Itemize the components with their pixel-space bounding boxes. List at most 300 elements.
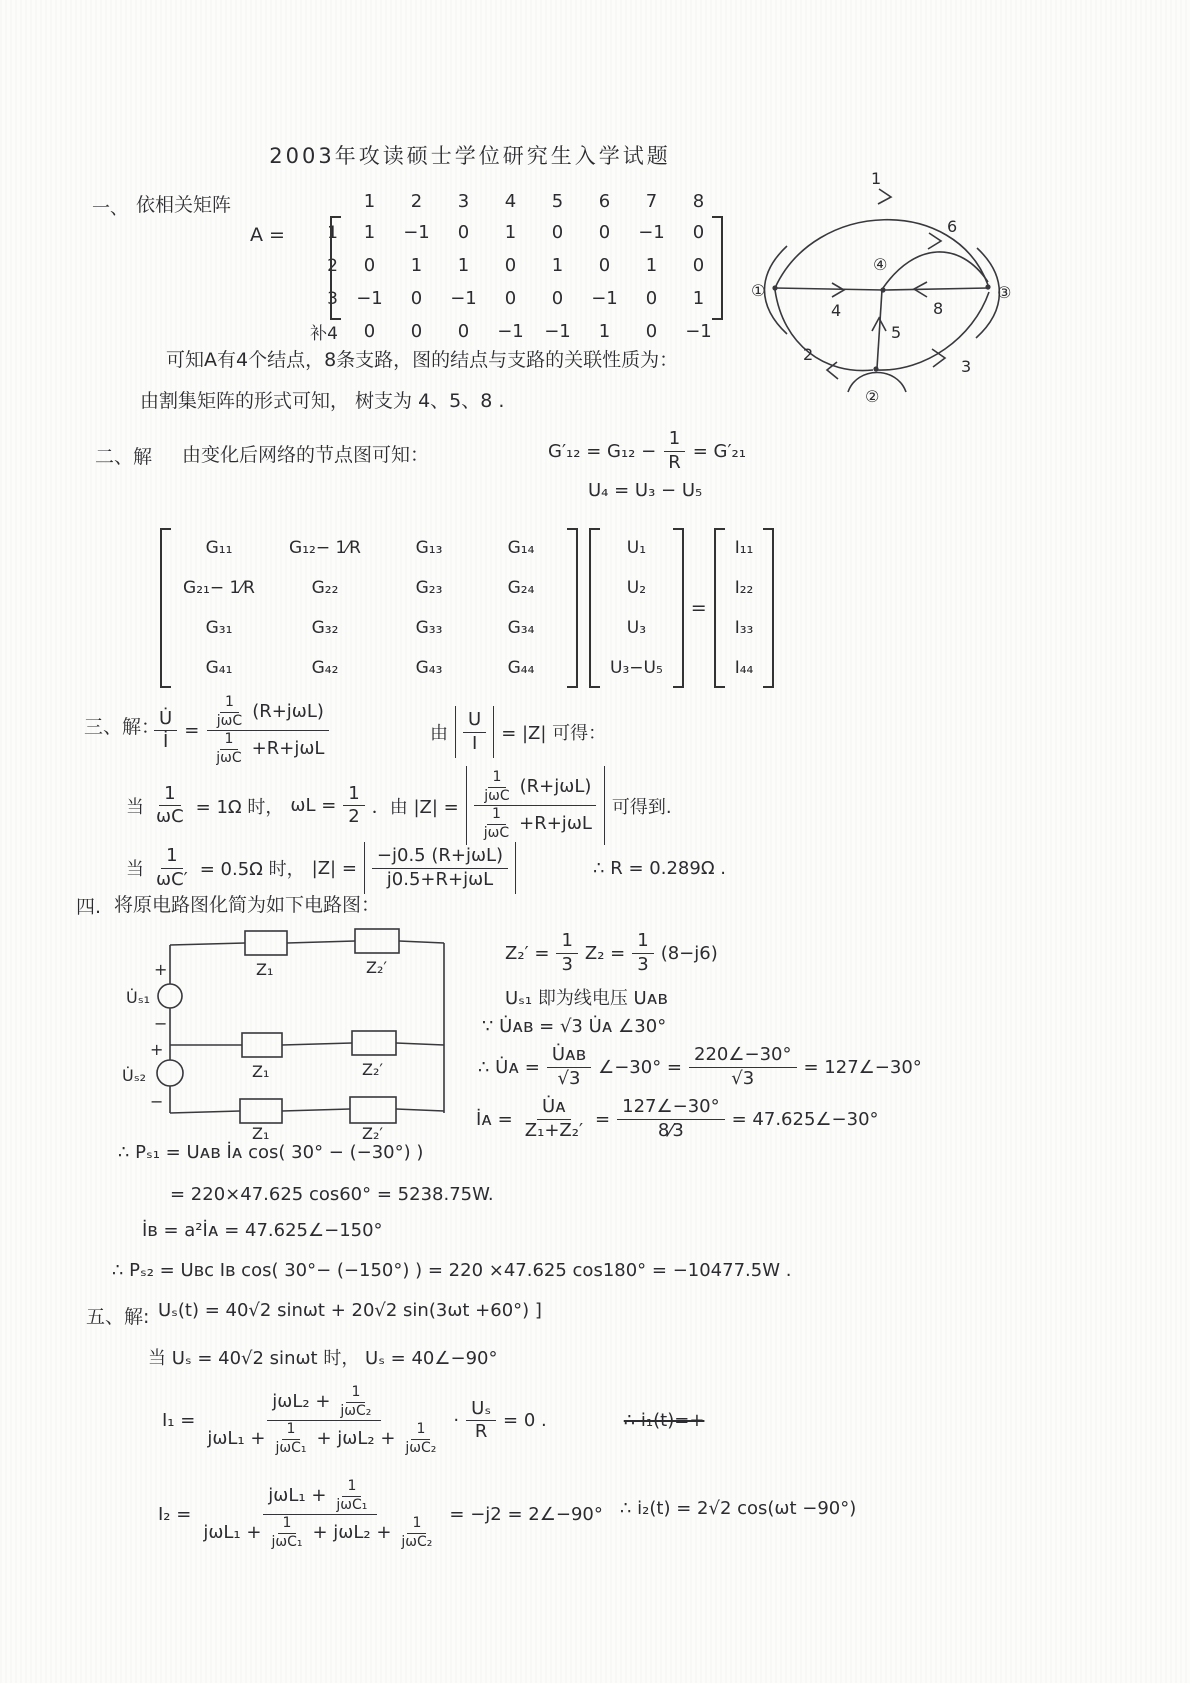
s3-impedance-eq (154, 694, 329, 767)
num: 1 (278, 1515, 297, 1534)
node-label-bottom: ② (865, 387, 880, 406)
impedance-box-z1-mid (242, 1033, 282, 1057)
eq-text: = 0.5Ω 时， (199, 859, 305, 880)
matrix-col-header: 1 (363, 190, 376, 212)
edge-label-4: 4 (831, 301, 842, 320)
matrix-cell: 0 (410, 321, 423, 342)
matrix-cell: 0 (363, 255, 376, 276)
den: jωC (484, 787, 510, 804)
matrix-header-row (298, 186, 722, 216)
g-matrix-cell: G₃₁ (205, 618, 233, 638)
node-label-left: ① (751, 281, 766, 300)
impedance-box-z1-top (245, 931, 287, 955)
matrix-cell: 1 (645, 255, 658, 276)
den: jωC₁ (336, 1496, 368, 1513)
den: 2 (348, 806, 360, 827)
eq-node-voltage: U₄ = U₃ − U₅ (588, 480, 703, 501)
eq-text: = 127∠−30° (803, 1056, 922, 1078)
matrix-cell: 1 (457, 255, 470, 276)
g-matrix-cell: G₂₂ (311, 578, 339, 598)
i-vector (714, 528, 775, 688)
big-fraction (206, 694, 329, 767)
z2-label: Z₂′ (366, 958, 388, 977)
eq-text: 可得到. (611, 796, 672, 818)
matrix-cell: 1 (692, 288, 705, 309)
wire (282, 1043, 352, 1045)
num: 1 (632, 930, 653, 954)
matrix-right-bracket (712, 216, 723, 320)
u-vector-entry: U₃−U₅ (610, 658, 663, 678)
g-matrix-cell: G₄₂ (311, 658, 339, 678)
big-fraction (202, 1384, 446, 1457)
cells (346, 288, 722, 309)
source-2-plus: + (150, 1040, 164, 1059)
num: 127∠−30° (617, 1096, 724, 1120)
matrix-cell: 0 (645, 288, 658, 309)
eq-text: = |Z| 可得： (501, 723, 607, 744)
fraction (479, 769, 514, 805)
num: 1 (346, 1384, 365, 1403)
source-2-circle (157, 1060, 183, 1086)
conclusion-r: ∴ R = 0.289Ω . (593, 857, 727, 879)
bracket-left (160, 528, 171, 688)
eq-text: jωL₁ + (203, 1521, 262, 1543)
page-title: 2003年攻读硕士学位研究生入学试题 (269, 144, 671, 168)
section-1-label: 一、 (92, 198, 128, 219)
den: √3 (731, 1067, 755, 1089)
g-matrix-cell: G₄₃ (415, 658, 443, 678)
fraction (547, 1044, 591, 1090)
fraction (632, 930, 653, 976)
section-1-note-1: 可知A有4个结点，8条支路，图的结点与支路的关联性质为： (166, 349, 679, 371)
matrix-cell: 0 (692, 222, 705, 243)
fraction (396, 1515, 437, 1551)
g-matrix-cell: G₄₄ (507, 658, 535, 678)
num: 1 (487, 806, 506, 825)
eq-text: = (595, 1108, 611, 1130)
s4-eq-line-voltage: Uₛ₁ 即为线电压 Uᴀʙ (505, 988, 668, 1009)
fraction (617, 1096, 724, 1142)
matrix-row (298, 216, 722, 249)
num: Uₛ (466, 1398, 496, 1422)
wire (287, 941, 355, 943)
z2-label: Z₂′ (362, 1060, 384, 1079)
eq-text: Z₂′ = (505, 942, 550, 964)
matrix-col-header: 2 (410, 190, 423, 212)
abs-value (466, 766, 605, 845)
num: U̇ (154, 708, 177, 732)
eq-text: |Z| = (311, 857, 357, 879)
den: 3 (637, 953, 649, 975)
matrix-col-header: 4 (504, 190, 517, 212)
eq-text: I₁ = (162, 1410, 196, 1431)
edge-label-5: 5 (891, 323, 902, 342)
z1-label: Z₁ (252, 1124, 270, 1143)
g-matrix-cell: G₁₃ (415, 538, 443, 558)
den: ωC′ (156, 868, 188, 890)
equals-sign: = (184, 720, 200, 741)
fraction (556, 930, 577, 976)
den: jωC₁ (275, 1439, 307, 1456)
eq-text: jωL₁ + (207, 1427, 266, 1449)
den: jωC (216, 749, 242, 766)
equals-sign: = (690, 597, 707, 619)
eq-text: G′₁₂ = G₁₂ − (548, 440, 657, 462)
u-vector-entry: U₃ (626, 618, 647, 638)
den (206, 731, 329, 767)
node-label-center: ④ (873, 255, 888, 274)
struck-out-text: ∴ i₁(t)=+ (623, 1410, 705, 1431)
fraction (154, 708, 177, 754)
node-label-right: ③ (997, 283, 1012, 302)
i-vector-entry: I₃₃ (734, 618, 754, 638)
fraction (343, 783, 364, 829)
fraction (372, 845, 508, 891)
vcol (725, 528, 764, 688)
bracket-left (589, 528, 600, 688)
fraction (466, 1398, 496, 1444)
cells (346, 321, 722, 342)
num: 1 (407, 1515, 426, 1534)
den: jωC₂ (401, 1533, 433, 1550)
matrix-a-name: A = (250, 224, 285, 246)
eq-text: İᴀ = (476, 1108, 513, 1130)
node-dot (873, 366, 878, 371)
bracket-right (763, 528, 774, 688)
matrix-cell: 0 (457, 321, 470, 342)
gmrow (171, 568, 567, 608)
eq-text: = 1Ω 时， (195, 796, 284, 818)
section-4-label: 四. (76, 896, 102, 918)
eq-conductance (548, 428, 746, 474)
eq-text: ∴ U̇ᴀ = (478, 1056, 540, 1078)
num (263, 1478, 377, 1515)
matrix-cell: −1 (450, 288, 477, 309)
den (474, 806, 597, 842)
s5-eq-i2 (158, 1478, 603, 1551)
num: 1 (161, 845, 182, 869)
g-matrix-cell: G₃₂ (311, 618, 339, 638)
node-dot (985, 284, 990, 289)
section-2-label: 二、解 (95, 446, 153, 468)
fraction (266, 1515, 307, 1551)
num (207, 694, 329, 731)
matrix-cell: 0 (504, 255, 517, 276)
eq-text: = G′₂₁ (692, 440, 746, 462)
matrix-row (298, 249, 722, 282)
matrix-cell: −1 (591, 288, 618, 309)
eq-text: jωL₂ + (272, 1390, 331, 1412)
fraction (331, 1478, 372, 1514)
eq-text: 由 (430, 723, 448, 744)
fraction (663, 428, 686, 474)
den: R (474, 1421, 488, 1442)
matrix-cell: 1 (504, 222, 517, 243)
s5-eq-us: Uₛ(t) = 40√2 sinωt + 20√2 sin(3ωt +60°) ] (158, 1300, 542, 1321)
matrix-left-bracket (330, 216, 341, 320)
g-matrix-cell: G₂₁− 1⁄R (183, 578, 255, 598)
den: Z₁+Z₂′ (524, 1119, 584, 1141)
source-1-plus: + (154, 960, 168, 979)
edge-label-8: 8 (933, 299, 944, 318)
num: 1 (220, 694, 239, 713)
edge-label-6: 6 (947, 217, 958, 236)
source-2-label: U̇ₛ₂ (122, 1066, 147, 1085)
s4-eq-ps1: ∴ Pₛ₁ = Uᴀʙ İᴀ cos( 30° − (−30°) ) (118, 1142, 424, 1163)
eq-text: +R+jωL (519, 812, 592, 834)
simplified-circuit-diagram (112, 925, 462, 1143)
rlab: 1 (327, 222, 338, 243)
vcol (600, 528, 673, 688)
z2-label: Z₂′ (362, 1124, 384, 1143)
bracket-right (673, 528, 684, 688)
edge-label-3: 3 (961, 357, 972, 376)
g-matrix-cell: G₁₂− 1⁄R (289, 538, 361, 558)
network-graph-diagram (745, 170, 1075, 405)
den: jωC (216, 712, 243, 729)
section-5-label: 五、解: (86, 1306, 150, 1328)
i-vector-entry: I₁₁ (734, 538, 754, 558)
matrix-cell: 0 (692, 255, 705, 276)
matrix-row (298, 282, 722, 315)
fraction (520, 1096, 588, 1142)
wire (282, 1109, 350, 1111)
den (202, 1421, 446, 1457)
num: −j0.5 (R+jωL) (372, 845, 508, 869)
fraction (479, 806, 514, 842)
s4-eq-z2 (505, 930, 718, 976)
fraction (212, 694, 247, 730)
matrix-row-supplementary (298, 315, 722, 348)
num: 1 (282, 1421, 301, 1440)
eq-text: +R+jωL (251, 737, 325, 759)
cells (346, 222, 722, 243)
s5-eq-fundamental: 当 Uₛ = 40√2 sinωt 时， Uₛ = 40∠−90° (148, 1348, 498, 1369)
s3-condition (430, 706, 606, 758)
u-vector-entry: U₁ (626, 538, 647, 558)
matrix-cell: 0 (551, 288, 564, 309)
g-matrix-cell: G₄₁ (205, 658, 233, 678)
z1-label: Z₁ (252, 1062, 270, 1081)
wire (399, 941, 444, 943)
edge-5 (877, 290, 882, 368)
matrix-cell: 0 (410, 288, 423, 309)
den: ωC (156, 806, 184, 827)
num: 1 (411, 1421, 430, 1440)
impedance-box-z1-bottom (240, 1099, 282, 1123)
eq-text: ．由 |Z| = (371, 796, 459, 818)
eq-text: (8−j6) (660, 942, 718, 964)
section-3-label: 三、解： (84, 716, 161, 738)
matrix-cell: −1 (356, 288, 383, 309)
z1-label: Z₁ (256, 960, 274, 979)
eq-text: + jωL₂ + (316, 1427, 396, 1449)
s4-eq-ib: İʙ = a²İᴀ = 47.625∠−150° (142, 1220, 383, 1241)
matrix-cell: 0 (645, 321, 658, 342)
g-matrix-grid (171, 528, 567, 688)
matrix-cell: 0 (598, 222, 611, 243)
den: jωC (483, 824, 510, 841)
impedance-box-z2-mid (352, 1031, 396, 1055)
eq-text: I₂ = (158, 1504, 192, 1525)
fraction (151, 783, 189, 829)
bracket-right (567, 528, 578, 688)
fraction (400, 1421, 441, 1457)
section-1-note-2: 由割集矩阵的形式可知， 树支为 4、5、8 . (140, 390, 505, 412)
edge-label-2: 2 (803, 345, 814, 364)
s5-eq-i1 (162, 1384, 704, 1457)
g-matrix-cell: G₁₁ (205, 538, 233, 558)
arrow-edge-1 (878, 189, 891, 204)
num: U̇ᴀʙ (547, 1044, 591, 1068)
g-matrix-cell: G₃₃ (415, 618, 443, 638)
matrix-cell: −1 (403, 222, 430, 243)
matrix-cell: −1 (685, 321, 712, 342)
gmrow (171, 648, 567, 688)
cells (346, 191, 722, 212)
s4-eq-ua (478, 1044, 922, 1090)
den: √3 (557, 1067, 581, 1089)
num: 1 (488, 769, 507, 788)
wire (396, 1043, 444, 1045)
g-matrix-cell: G₂₄ (507, 578, 535, 598)
fraction (270, 1421, 311, 1457)
cutset-arc-right (976, 248, 999, 338)
matrix-col-header: 8 (692, 190, 705, 212)
edge-2 (775, 290, 873, 371)
num: U̇ᴀ (537, 1096, 571, 1120)
eq-text: Z₂ = (584, 942, 626, 964)
matrix-cell: 1 (410, 255, 423, 276)
matrix-cell: 0 (457, 222, 470, 243)
bracket-left (714, 528, 725, 688)
g-matrix (160, 528, 578, 688)
num: 1 (159, 783, 180, 807)
den: I (471, 732, 478, 754)
matrix-col-header: 6 (598, 190, 611, 212)
i-vector-entry: I₄₄ (734, 658, 754, 678)
den: İ (162, 731, 169, 752)
edge-8 (885, 288, 988, 290)
eq-text: = 0 . (503, 1410, 547, 1431)
num: 1 (220, 731, 239, 750)
gmrow (171, 528, 567, 568)
rlab: 3 (327, 288, 338, 309)
fraction (211, 731, 246, 767)
wire (396, 1109, 444, 1111)
g-matrix-cell: G₂₃ (415, 578, 443, 598)
num: 1 (343, 783, 364, 807)
num (267, 1384, 381, 1421)
matrix-col-header: 5 (551, 190, 564, 212)
num (474, 769, 596, 806)
fraction (335, 1384, 376, 1420)
s3-case-1 (126, 766, 672, 845)
matrix-cell: 0 (363, 321, 376, 342)
matrix-cell: −1 (638, 222, 665, 243)
num: U (463, 709, 486, 733)
incidence-matrix-a (298, 186, 722, 348)
wire (170, 1111, 240, 1113)
matrix-cell: −1 (497, 321, 524, 342)
fraction (151, 845, 193, 891)
source-1-minus: − (154, 1014, 168, 1033)
s4-eq-ia (476, 1096, 879, 1142)
num: 1 (342, 1478, 361, 1497)
eq-text: jωL₁ + (268, 1484, 327, 1506)
wire (170, 943, 245, 945)
matrix-cell: −1 (544, 321, 571, 342)
den: 8⁄3 (657, 1119, 684, 1141)
den: R (668, 451, 681, 473)
den: jωC₂ (340, 1402, 372, 1419)
fraction (463, 709, 486, 755)
big-fraction (474, 769, 597, 842)
den: j0.5+R+jωL (386, 868, 494, 890)
i-vector-entry: I₂₂ (734, 578, 754, 598)
matrix-col-header: 7 (645, 190, 658, 212)
s5-eq-i2-time: ∴ i₂(t) = 2√2 cos(ωt −90°) (620, 1498, 857, 1519)
eq-text: + jωL₂ + (312, 1521, 392, 1543)
u-vector (589, 528, 684, 688)
rlab: 补4 (310, 324, 338, 344)
section-1-intro: 依相关矩阵 (136, 194, 232, 216)
section-4-intro: 将原电路图化简为如下电路图： (114, 894, 381, 916)
matrix-cell: 1 (363, 222, 376, 243)
eq-text: 当 (126, 859, 144, 880)
eq-text: = 47.625∠−30° (731, 1108, 879, 1130)
node-dot (772, 285, 777, 290)
cells (346, 255, 722, 276)
num: 1 (664, 428, 685, 452)
matrix-cell: 0 (551, 222, 564, 243)
fraction (689, 1044, 796, 1090)
eq-text: = −j2 = 2∠−90° (449, 1504, 603, 1525)
matrix-cell: 0 (504, 288, 517, 309)
edge-4 (775, 288, 883, 290)
abs-value (455, 706, 494, 758)
big-fraction (198, 1478, 442, 1551)
source-1-label: U̇ₛ₁ (126, 988, 151, 1007)
g-matrix-cell: G₃₄ (507, 618, 535, 638)
arrow-edge-6 (928, 233, 941, 249)
den: jωC₂ (405, 1439, 437, 1456)
num: 1 (556, 930, 577, 954)
eq-text: ∠−30° = (598, 1056, 683, 1078)
s3-case-2 (126, 842, 726, 894)
matrix-cell: 0 (598, 255, 611, 276)
dot-operator: · (453, 1410, 460, 1431)
matrix-cell: 1 (551, 255, 564, 276)
node-dot (880, 287, 885, 292)
gmrow (171, 608, 567, 648)
impedance-box-z2-top (355, 929, 399, 953)
impedance-box-z2-bottom (350, 1097, 396, 1123)
source-1-circle (158, 984, 182, 1008)
matrix-col-header: 3 (457, 190, 470, 212)
source-2-minus: − (150, 1092, 164, 1111)
section-2-intro: 由变化后网络的节点图可知： (182, 444, 430, 466)
edge-label-1: 1 (871, 169, 882, 188)
matrix-cell: 1 (598, 321, 611, 342)
den (198, 1515, 442, 1551)
eq-text: ωL = (290, 795, 337, 816)
arrow-edge-3 (932, 349, 945, 367)
g-matrix-cell: G₁₄ (507, 538, 535, 558)
eq-text: 当 (126, 796, 144, 818)
rlab: 2 (327, 255, 338, 276)
s4-eq-ps2: ∴ Pₛ₂ = Uʙᴄ Iʙ cos( 30°− (−150°) ) = 220 ×47.625 cos180° = −10477.5W . (112, 1260, 792, 1281)
